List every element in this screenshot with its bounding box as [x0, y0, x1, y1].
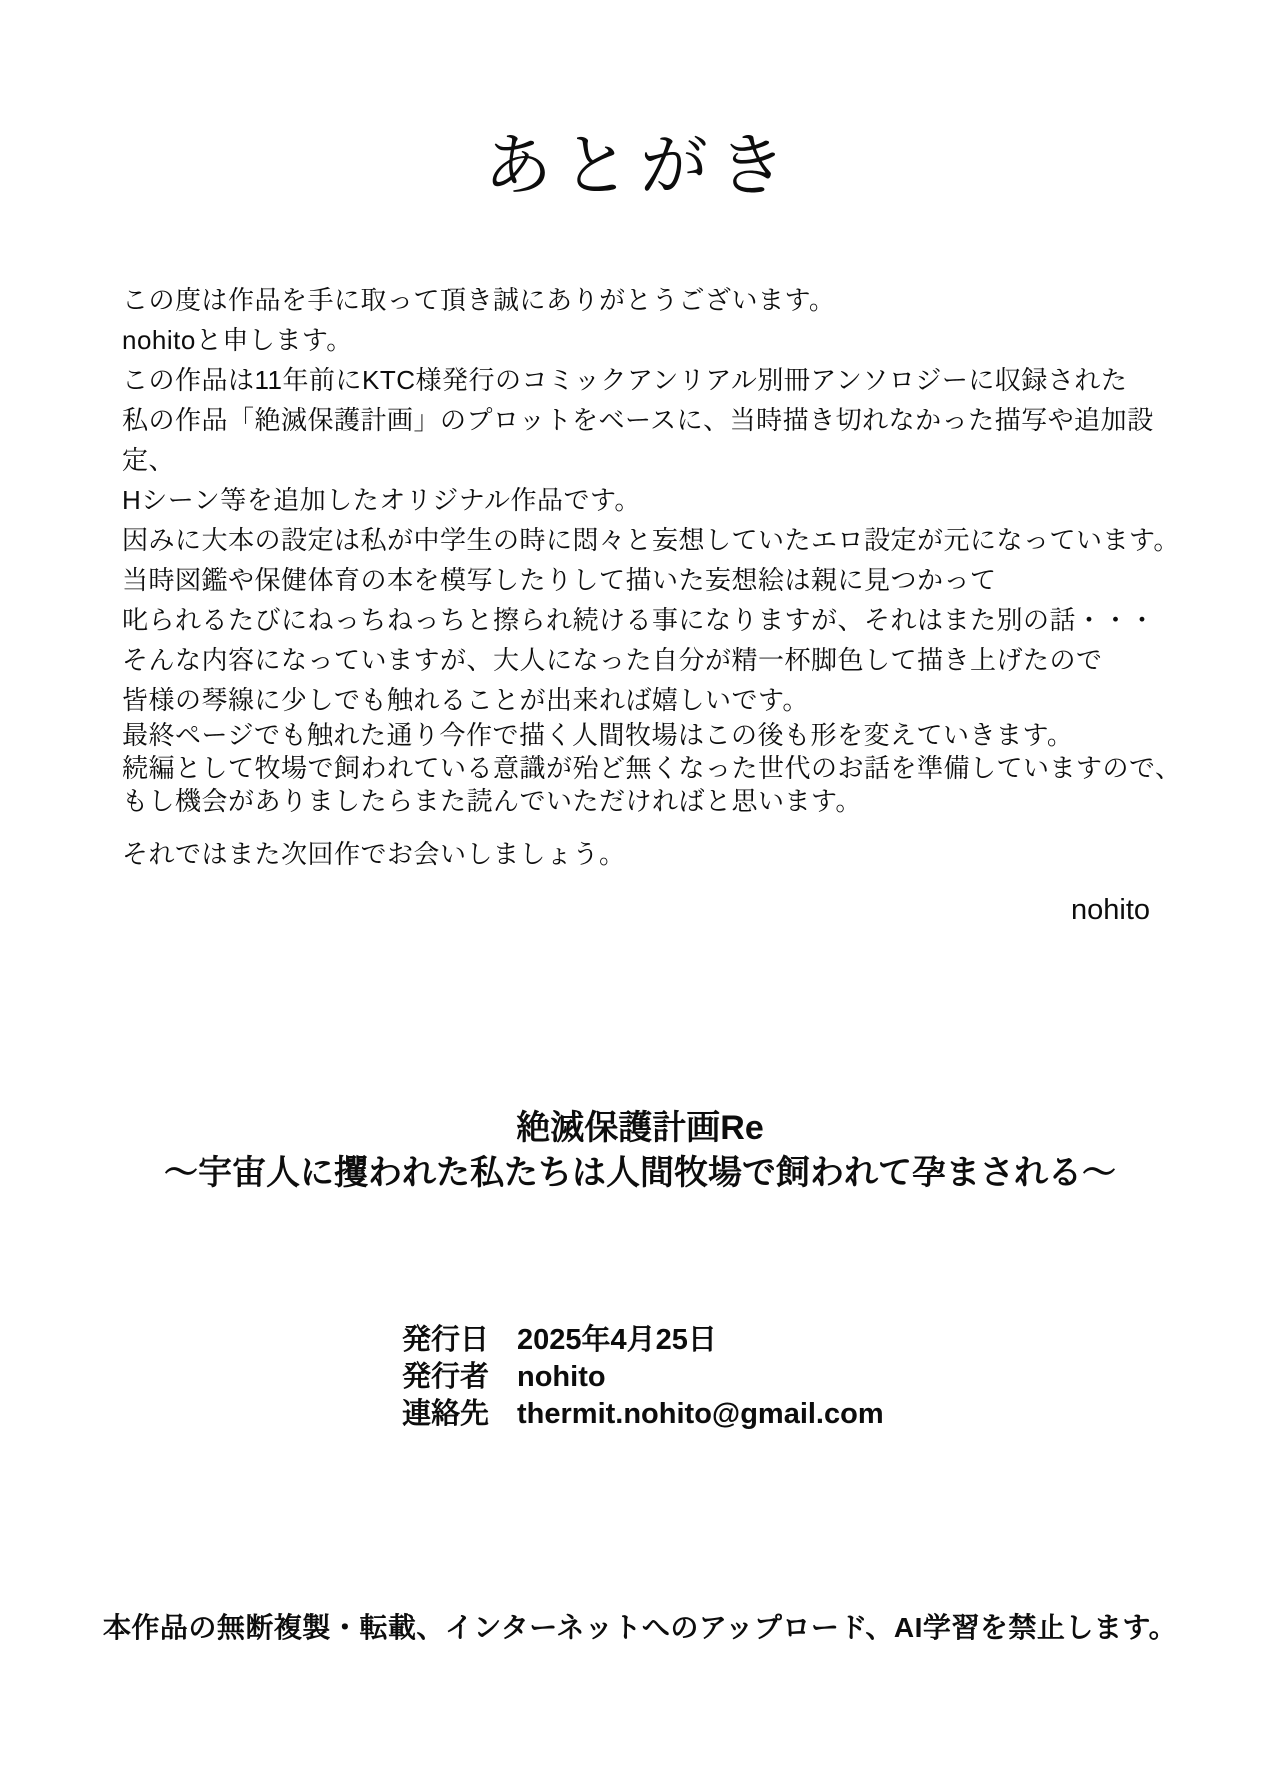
publisher-name: nohito — [517, 1361, 606, 1393]
text-line: もし機会がありましたらまた読んでいただければと思います。 — [122, 786, 862, 816]
contact-email: thermit.nohito@gmail.com — [517, 1398, 884, 1430]
work-title-block — [0, 1106, 1280, 1196]
colophon-row — [402, 1359, 884, 1396]
colophon-label-publish-date: 発行日 — [402, 1324, 490, 1356]
work-subtitle: 〜宇宙人に攫われた私たちは人間牧場で飼われて孕まされる〜 — [164, 1154, 1116, 1192]
text-line: この度は作品を手に取って頂き誠にありがとうございます。 — [122, 285, 836, 315]
colophon-row — [402, 1322, 884, 1359]
colophon-row — [402, 1396, 884, 1433]
text-line: 当時図鑑や保健体育の本を模写したりして描いた妄想絵は親に見つかって — [122, 565, 997, 595]
colophon — [402, 1322, 884, 1433]
colophon-label-publisher: 発行者 — [402, 1361, 490, 1393]
text-line: 続編として牧場で飼われている意識が殆ど無くなった世代のお話を準備していますので、 — [122, 753, 1182, 783]
publish-date: 2025年4月25日 — [517, 1324, 717, 1356]
text-line: 因みに大本の設定は私が中学生の時に悶々と妄想していたエロ設定が元になっています。 — [122, 525, 1180, 555]
text-line: 皆様の琴線に少しでも触れることが出来れば嬉しいです。 — [122, 685, 809, 715]
intro-paragraph — [122, 280, 1192, 720]
text-line: この作品は11年前にKTC様発行のコミックアンリアル別冊アンソロジーに収録された — [122, 365, 1128, 395]
author-signature: nohito — [1070, 894, 1150, 926]
colophon-label-contact: 連絡先 — [402, 1398, 490, 1430]
text-line: Hシーン等を追加したオリジナル作品です。 — [122, 485, 641, 515]
text-line: 私の作品「絶滅保護計画」のプロットをベースに、当時描き切れなかった描写や追加設定、 — [122, 405, 1154, 475]
copyright-notice: 本作品の無断複製・転載、インターネットへのアップロード、AI学習を禁止します。 — [102, 1612, 1178, 1643]
page-title: あとがき — [483, 128, 796, 204]
text-line: そんな内容になっていますが、大人になった自分が精一杯脚色して描き上げたので — [122, 645, 1103, 675]
plans-paragraph — [122, 719, 1192, 818]
work-title: 絶滅保護計画Re — [516, 1109, 764, 1147]
text-line: 叱られるたびにねっちねっちと擦られ続ける事になりますが、それはまた別の話・・・ — [122, 605, 1156, 635]
text-line: 最終ページでも触れた通り今作で描く人間牧場はこの後も形を変えていきます。 — [122, 720, 1074, 750]
closing-line: それではまた次回作でお会いしましょう。 — [122, 839, 626, 869]
text-line: nohitoと申します。 — [122, 325, 353, 355]
